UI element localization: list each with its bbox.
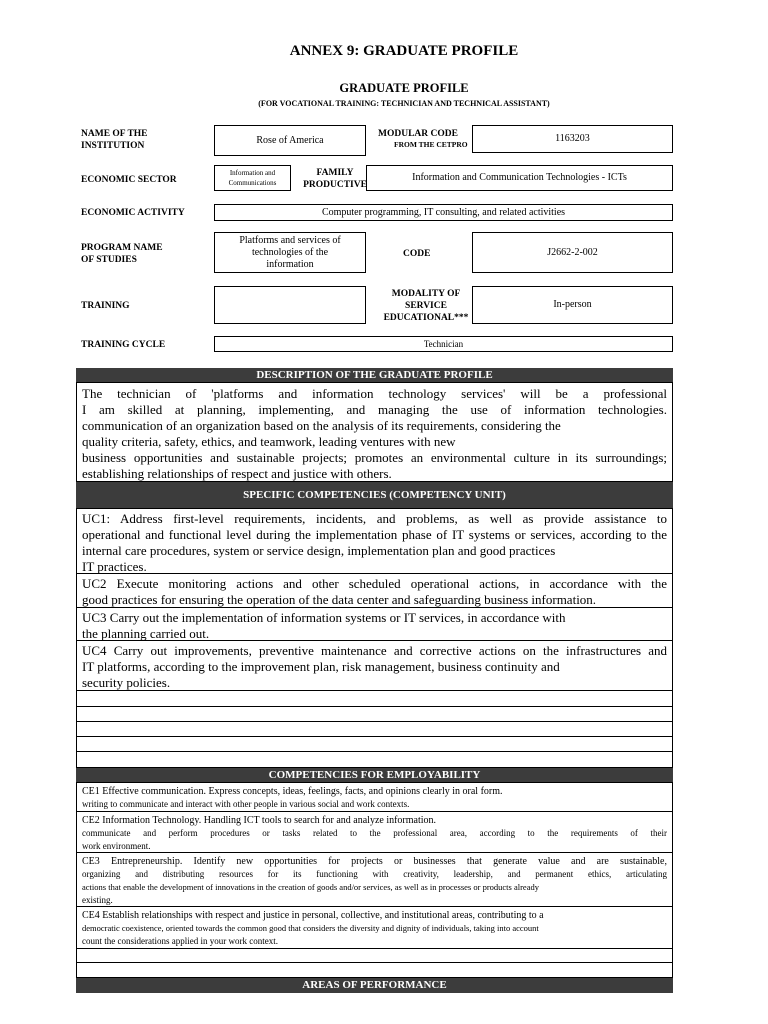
economic-sector-field[interactable]: Information and Communications [214,165,291,191]
empty-row [76,721,673,737]
family-label: FAMILY PRODUCTIVE [303,168,367,190]
description-cell [76,382,673,482]
code-label: CODE [403,249,431,259]
profile-title: GRADUATE PROFILE [339,81,469,95]
uc3-cell: UC3 Carry out the implementation of information systems or IT services, in accordance with the planning carried out. [76,607,673,641]
areas-header: AREAS OF PERFORMANCE [76,978,673,993]
economic-activity-field[interactable]: Computer programming, IT consulting, and related activities [214,204,673,221]
training-label: TRAINING [81,301,130,311]
empty-row [76,751,673,768]
modular-code-sublabel: FROM THE CETPRO [394,140,468,149]
program-field[interactable]: Platforms and services of technologies of the information [214,232,366,273]
training-cycle-label: TRAINING CYCLE [81,340,166,350]
employability-header: COMPETENCIES FOR EMPLOYABILITY [76,768,673,782]
modality-label: MODALITY OF SERVICE EDUCATIONAL*** [383,289,469,323]
ce3-cell: CE3 Entrepreneurship. Identify new opportunities for projects or businesses that generate value and are sustainable, organizing and distributing resources for its functioning with creativity, leadership, and permanent ethics, articulating actions that enable the development of innovations in the creation of goods and/or services, as well as in processes or products already existing. [76,852,673,907]
description-header: DESCRIPTION OF THE GRADUATE PROFILE [76,368,673,382]
ce2-cell: CE2 Information Technology. Handling ICT tools to search for and analyze information. communicate and perform procedures or tasks related to the professional area, according to the requirements of their work environment. [76,811,673,853]
training-cycle-field[interactable]: Technician [214,336,673,352]
empty-row [76,690,673,707]
institution-field[interactable]: Rose of America [214,125,366,156]
ce1-cell: CE1 Effective communication. Express concepts, ideas, feelings, facts, and opinions clearly in oral form. writing to communicate and interact with other people in various social and work contexts. [76,782,673,812]
modality-field[interactable]: In-person [472,286,673,324]
economic-activity-label: ECONOMIC ACTIVITY [81,208,185,218]
modular-code-field[interactable]: 1163203 [472,125,673,153]
annex-title: ANNEX 9: GRADUATE PROFILE [289,43,519,59]
description-line: I am skilled at planning, implementing, and managing the use of information technologies. [82,402,667,417]
uc2-cell: UC2 Execute monitoring actions and other scheduled operational actions, in accordance with the good practices for ensuring the operation of the data center and safeguarding business information. [76,573,673,608]
program-label: PROGRAM NAME OF STUDIES [81,243,163,265]
description-line: The technician of 'platforms and information technology services' will be a professional [82,386,667,401]
description-line: quality criteria, safety, ethics, and teamwork, leading ventures with new [82,434,456,449]
empty-row [76,948,673,963]
description-line: business opportunities and sustainable projects; promotes an environmental culture in its surroundings; [82,450,667,465]
empty-row [76,706,673,722]
institution-label: NAME OF THE INSTITUTION [81,129,148,151]
economic-sector-label: ECONOMIC SECTOR [81,175,177,185]
empty-row [76,736,673,752]
profile-subtitle: (FOR VOCATIONAL TRAINING: TECHNICIAN AND TECHNICAL ASSISTANT) [258,99,550,108]
uc1-cell: UC1: Address first-level requirements, incidents, and problems, as well as provide assistance to operational and functional level during the implementation phase of IT systems or services, according to the internal care procedures, system or service design, implementation plan and good practices IT practices. [76,508,673,574]
description-line: communication of an organization based on the analysis of its requirements, considering the [82,418,561,433]
modular-code-label: MODULAR CODE [378,129,458,139]
code-field[interactable]: J2662-2-002 [472,232,673,273]
empty-row [76,962,673,978]
uc4-cell: UC4 Carry out improvements, preventive maintenance and corrective actions on the infrastructures and IT platforms, according to the improvement plan, risk management, business continuity and security policies. [76,640,673,691]
training-field[interactable] [214,286,366,324]
specific-header: SPECIFIC COMPETENCIES (COMPETENCY UNIT) [76,482,673,508]
family-field[interactable]: Information and Communication Technologies - ICTs [366,165,673,191]
description-line: establishing relationships of respect and justice with others. [82,466,392,481]
ce4-cell: CE4 Establish relationships with respect and justice in personal, collective, and institutional areas, contributing to a democratic coexistence, oriented towards the common good that considers the diversity and dignity of individuals, taking into account count the considerations applied in your work context. [76,906,673,949]
